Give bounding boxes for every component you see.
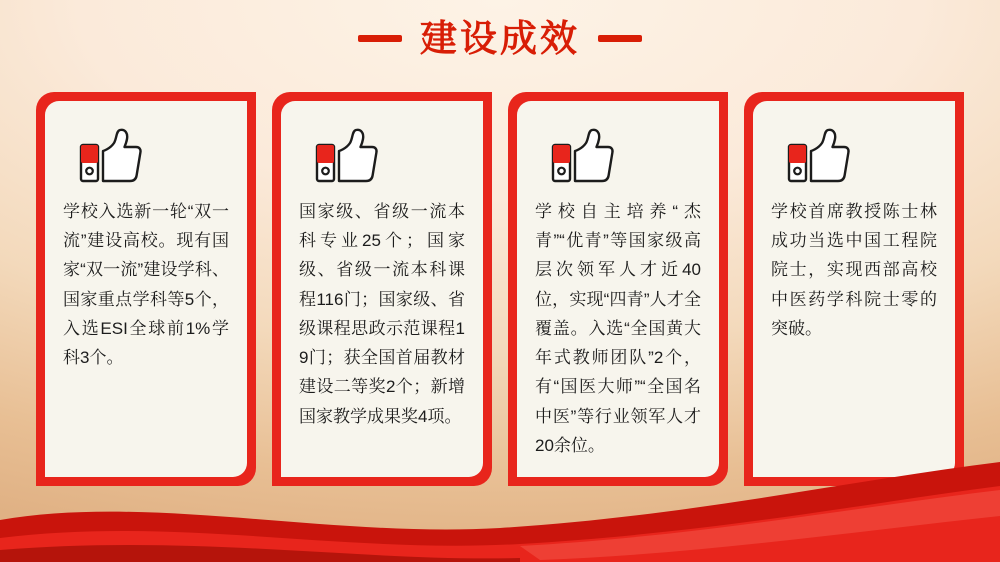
card-inner <box>517 101 719 477</box>
title-dash-right <box>598 35 642 42</box>
card-inner <box>45 101 247 477</box>
card-text: 学校首席教授陈士林成功当选中国工程院院士，实现西部高校中医药学科院士零的突破。 <box>771 202 937 338</box>
thumbs-up-icon <box>315 127 379 187</box>
card-text: 学校入选新一轮“双一流”建设高校。现有国家“双一流”建设学科、国家重点学科等5个，入选ESI全球前1%学科3个。 <box>63 202 229 368</box>
card-list <box>36 92 964 486</box>
page-title: 建设成效 <box>420 18 580 59</box>
card-item <box>744 92 964 486</box>
card-inner <box>281 101 483 477</box>
card-item <box>36 92 256 486</box>
card-item <box>508 92 728 486</box>
thumbs-up-icon <box>79 127 143 187</box>
card-text: 学校自主培养“杰青”“优青”等国家级高层次领军人才近40位，实现“四青”人才全覆盖。入选“全国黄大年式教师团队”2个，有“国医大师”“全国名中医”等行业领军人才20余位。 <box>535 202 701 455</box>
title-dash-left <box>358 35 402 42</box>
slide-title-row <box>0 20 1000 57</box>
card-inner <box>753 101 955 477</box>
card-text: 国家级、省级一流本科专业25个；国家级、省级一流本科课程116门；国家级、省级课程思政示范课程19门；获全国首届教材建设二等奖2个；新增国家教学成果奖4项。 <box>299 202 465 426</box>
thumbs-up-icon <box>551 127 615 187</box>
card-item <box>272 92 492 486</box>
thumbs-up-icon <box>787 127 851 187</box>
